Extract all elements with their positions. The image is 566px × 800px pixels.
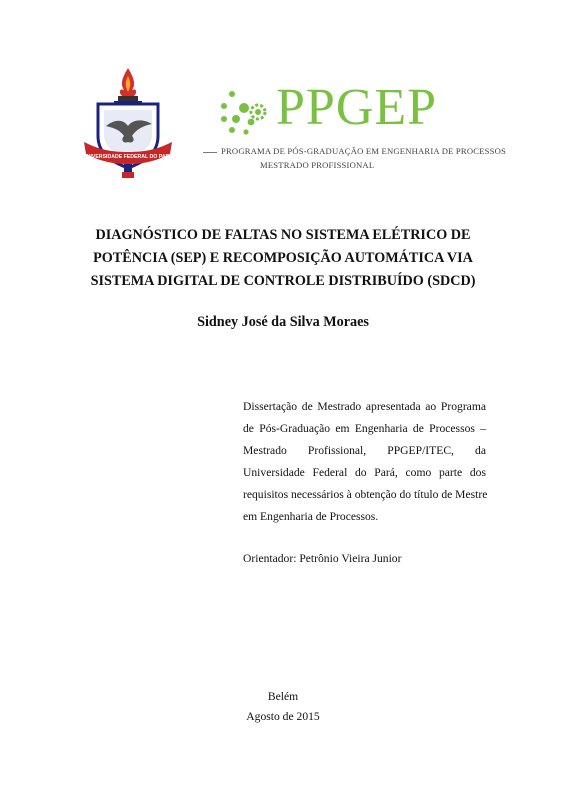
date: Agosto de 2015 [246,710,320,723]
program-level: MESTRADO PROFISSIONAL [260,160,375,170]
author-name: Sidney José da Silva Moraes [197,314,369,330]
note-line: requisitos necessários à obtenção do título de Mestre [243,488,488,501]
ppgep-dots-icon [218,86,276,138]
ppgep-wordmark: PPGEP [276,79,438,136]
program-name-text: PROGRAMA DE PÓS-GRADUAÇÃO EM ENGENHARIA DE PROCESSOS [221,146,506,156]
note-line: Universidade Federal do Pará, como parte dos [243,466,486,479]
ufpa-seal-logo [80,66,176,182]
city: Belém [267,690,299,703]
dissertation-note [243,396,486,528]
ppgep-logo [200,78,506,178]
title-line: POTÊNCIA (SEP) E RECOMPOSIÇÃO AUTOMÁTICA VIA [93,250,473,266]
dissertation-title [80,224,486,293]
program-name [203,146,506,156]
note-line: em Engenharia de Processos. [243,510,379,523]
note-line: de Pós-Graduação em Engenharia de Processos – [243,422,486,435]
title-line: SISTEMA DIGITAL DE CONTROLE DISTRIBUÍDO (SDCD) [90,273,476,289]
title-line: DIAGNÓSTICO DE FALTAS NO SISTEMA ELÉTRICO DE [95,227,471,243]
advisor: Orientador: Petrônio Vieira Junior [243,552,402,565]
note-line: Dissertação de Mestrado apresentada ao Programa [243,400,486,413]
seal-ribbon-text: UNIVERSIDADE FEDERAL DO PARÁ [82,154,174,160]
note-line: Mestrado Profissional, PPGEP/ITEC, da [243,444,486,457]
